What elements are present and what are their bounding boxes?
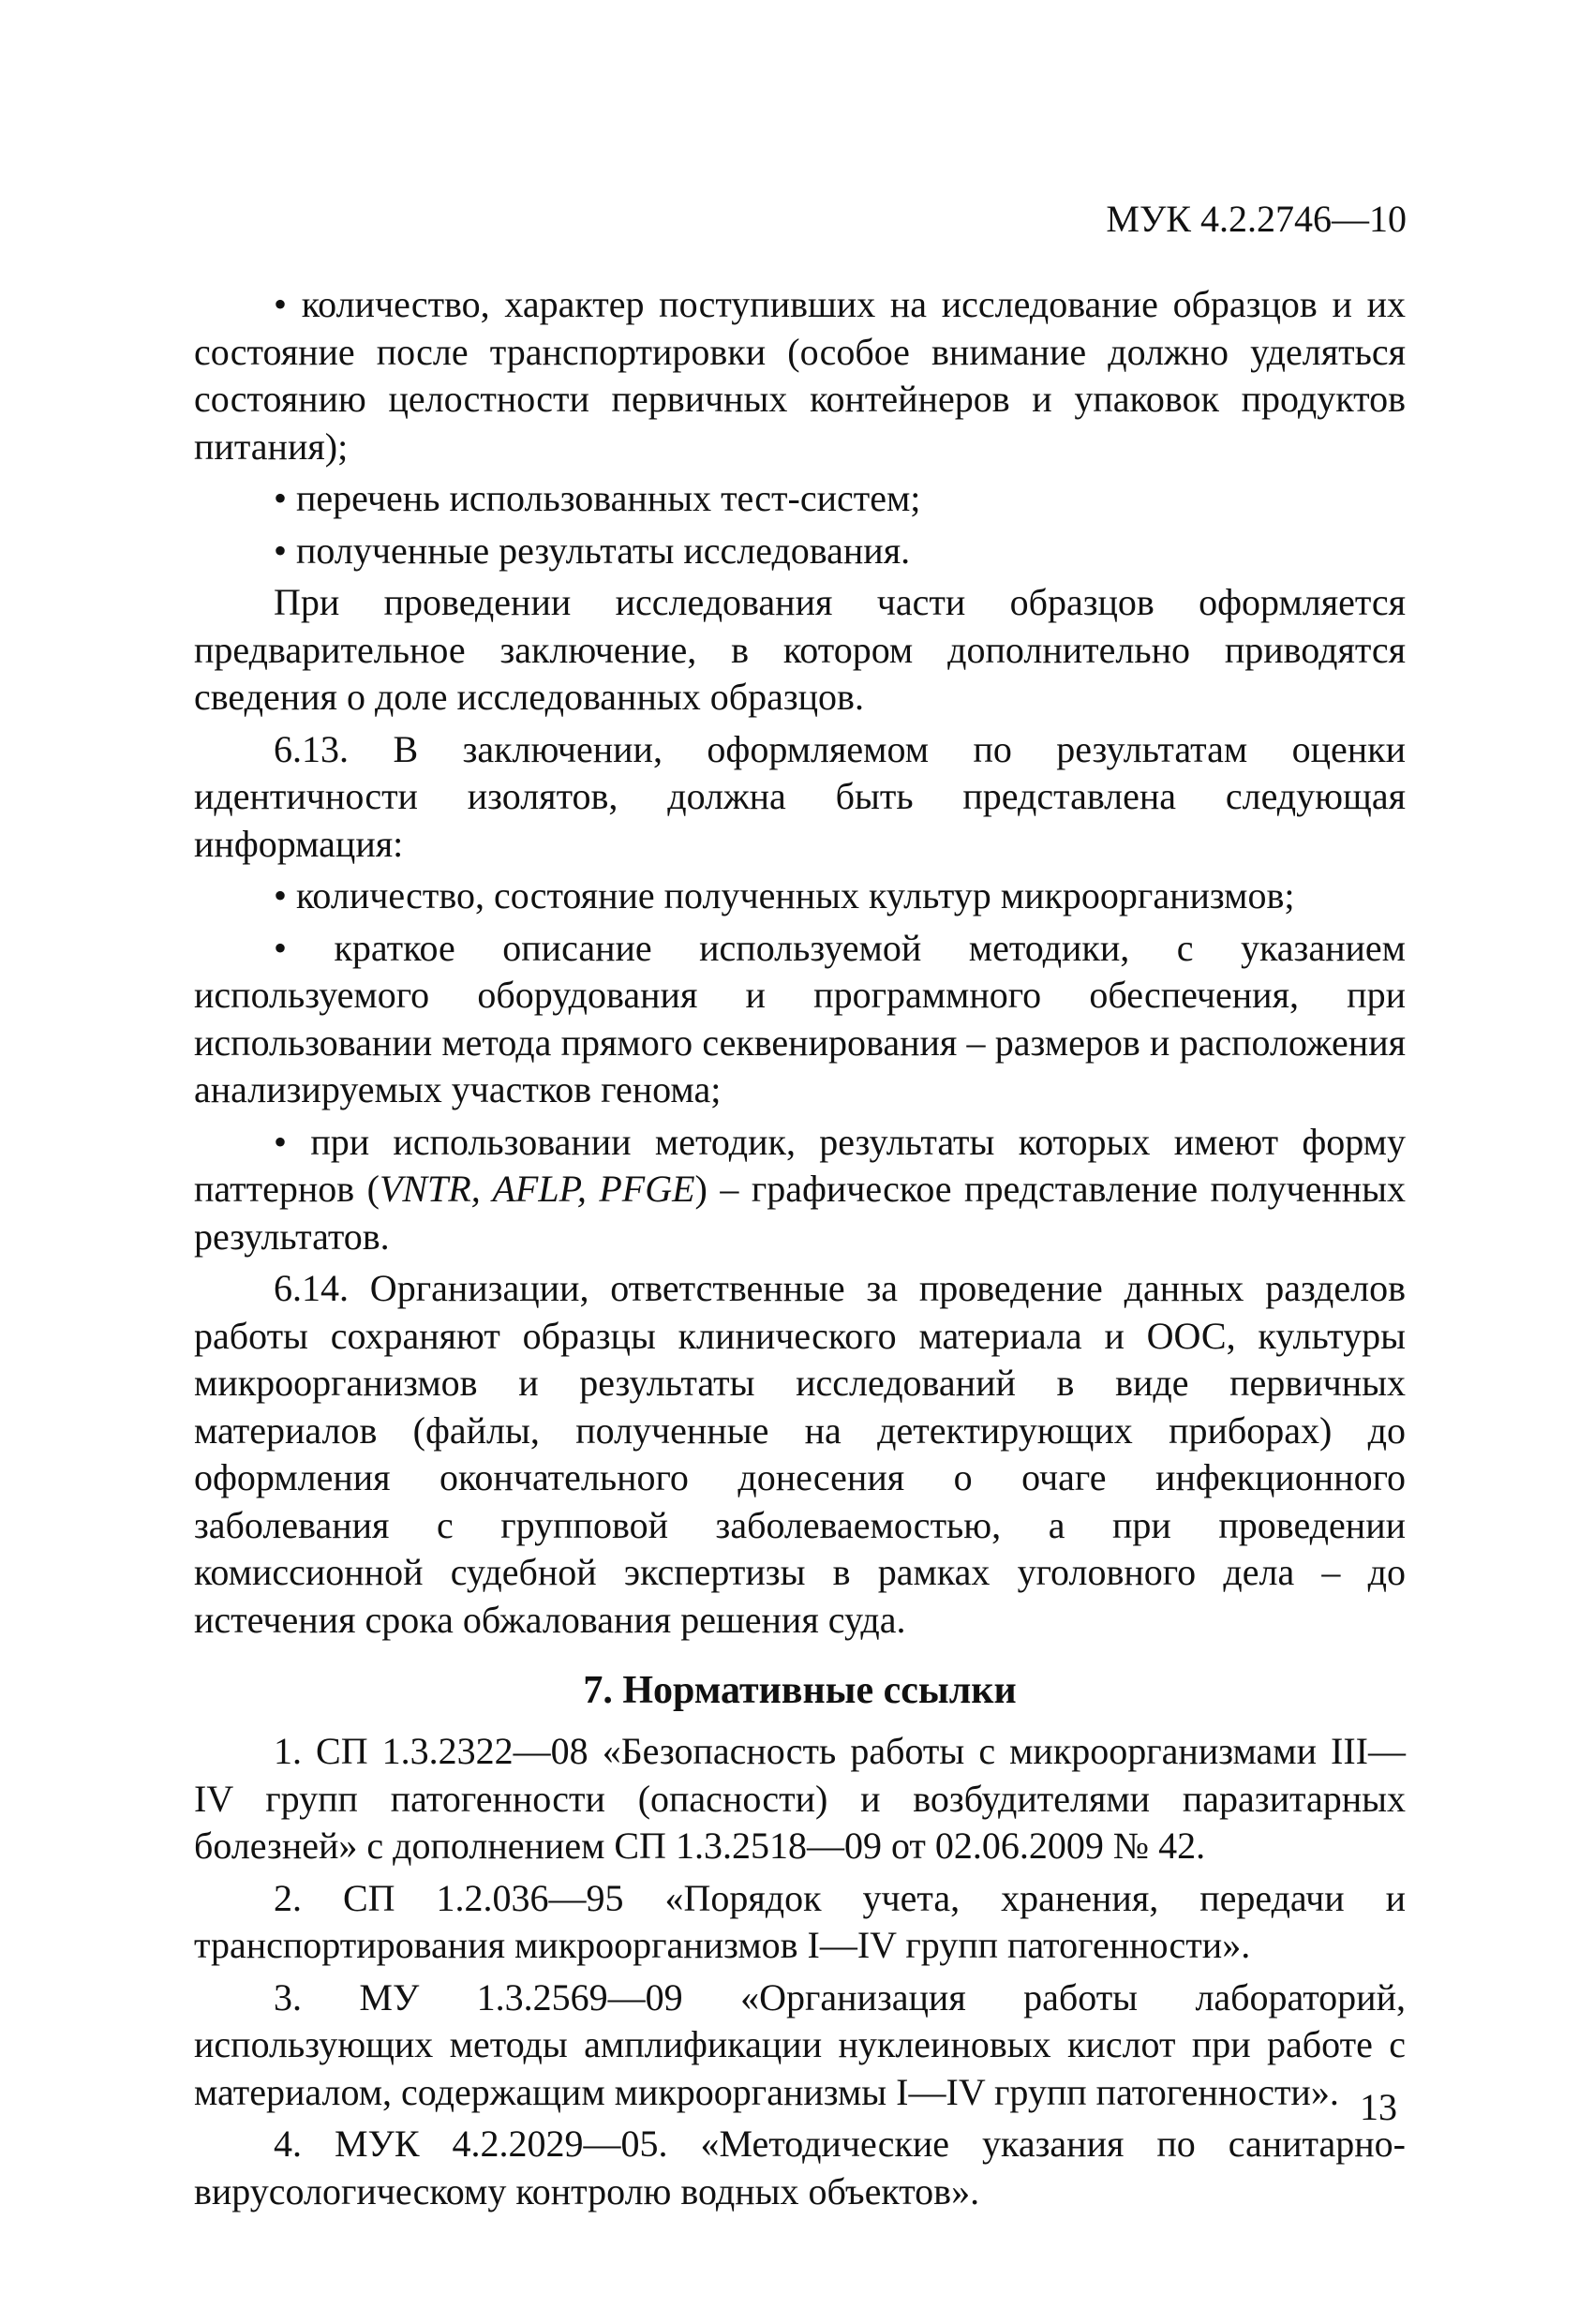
- document-code: МУК 4.2.2746—10: [1106, 198, 1407, 240]
- reference-item: 2. СП 1.2.036—95 «Порядок учета, хранения, передачи и транспортирования микроорганизмов I—IV групп патогенности».: [194, 1876, 1406, 1966]
- bullet-item: • краткое описание используемой методики, с указанием используемого оборудования и программного обеспечения, при использовании метода прямого секвенирования – размеров и расположения анализируемых участков генома;: [194, 925, 1406, 1114]
- bullet-text-after: ) – графическое представление полученных результатов.: [194, 1168, 1407, 1258]
- page-number: 13: [1360, 2086, 1397, 2128]
- reference-item: 4. МУК 4.2.2029—05. «Методические указания по санитарно-вирусологическому контролю водных объектов».: [194, 2123, 1406, 2212]
- body-paragraph: При проведении исследования части образцов оформляется предварительное заключение, в котором дополнительно приводятся сведения о доле исследованных образцов.: [194, 581, 1406, 718]
- reference-item: 3. МУ 1.3.2569—09 «Организация работы лабораторий, использующих методы амплификации нуклеиновых кислот при работе с материалом, содержащим микроорганизмы I—IV групп патогенности».: [194, 1975, 1406, 2113]
- bullet-item: [194, 1119, 1406, 1261]
- bullet-item: • полученные результаты исследования.: [194, 528, 1406, 575]
- section-title: 7. Нормативные ссылки: [583, 1669, 1017, 1712]
- reference-item: 1. СП 1.3.2322—08 «Безопасность работы с микроорганизмами III—IV групп патогенности (опасности) и возбудителями паразитарных болезней» с дополнением СП 1.3.2518—09 от 02.06.2009 № 42.: [194, 1730, 1406, 1867]
- bullet-item: • перечень использованных тест-систем;: [194, 475, 1406, 523]
- body-paragraph: 6.13. В заключении, оформляемом по результатам оценки идентичности изолятов, должна быть представлена следующая информация:: [194, 727, 1406, 865]
- bullet-item: • количество, характер поступивших на исследование образцов и их состояние после транспортировки (особое внимание должно уделяться состоянию целостности первичных контейнеров и упаковок продуктов питания);: [194, 281, 1406, 470]
- method-abbreviations: VNTR, AFLP, PFGE: [379, 1168, 695, 1210]
- body-paragraph: 6.14. Организации, ответственные за проведение данных разделов работы сохраняют образцы клинического материала и ООС, культуры микроорганизмов и результаты исследований в виде первичных материалов (файлы, полученные на детектирующих приборах) до оформления окончательного донесения о очаге инфекционного заболевания с групповой заболеваемостью, а при проведении комиссионной судебной экспертизы в рамках уголовного дела – до истечения срока обжалования решения суда.: [194, 1267, 1406, 1641]
- bullet-text-before: при использовании методик, результаты которых имеют форму паттернов (: [194, 1120, 1406, 1210]
- bullet-item: • количество, состояние полученных культур микроорганизмов;: [194, 872, 1406, 920]
- page-body: [194, 281, 1406, 2220]
